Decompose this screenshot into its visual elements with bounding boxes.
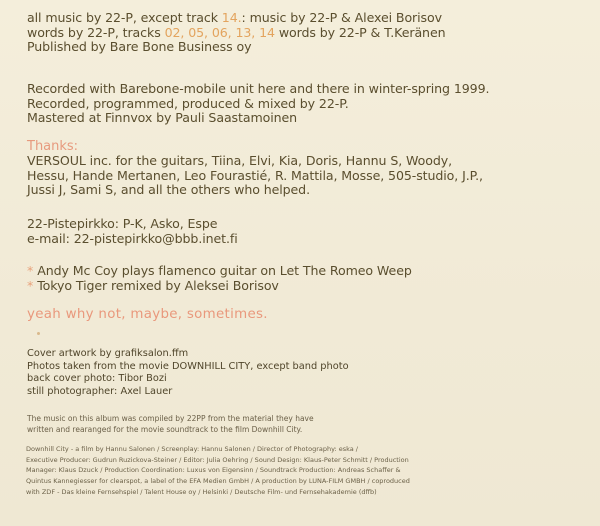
- artwork-credit: Cover artwork by grafiksalon.ffm: [27, 348, 189, 359]
- back-cover-credit: back cover photo: Tibor Bozi: [27, 373, 167, 385]
- music-credit-text: all music by 22-P, except track: [27, 10, 222, 25]
- compiled-line: written and rearanged for the movie soundtrack to the film Downhill City.: [27, 424, 303, 434]
- note-text: Andy Mc Coy plays flamenco guitar on Let The Romeo Weep: [37, 263, 412, 278]
- still-photographer-credit: still photographer: Axel Lauer: [27, 385, 173, 397]
- artwork-block: [27, 348, 349, 398]
- compiled-block: [27, 414, 314, 436]
- track-number-highlight: 14.: [221, 10, 242, 25]
- words-credit-text: words by 22-P, tracks: [27, 24, 165, 40]
- band-email: e-mail: 22-pistepirkko@bbb.inet.fi: [27, 230, 238, 246]
- thanks-line: Jussi J, Sami S, and all the others who helped.: [27, 182, 310, 198]
- thanks-line: Hessu, Hande Mertanen, Leo Fourastié, R. Mattila, Mosse, 505-studio, J.P.,: [27, 167, 483, 183]
- film-credit-line: Executive Producer: Gudrun Ruzickova-Steiner / Editor: Julia Oehring / Sound Design: Klaus-Peter Schmitt / Production: [26, 455, 409, 464]
- note-text: Tokyo Tiger remixed by Aleksei Borisov: [37, 277, 279, 293]
- notes-block: [27, 264, 412, 293]
- note-item: [27, 264, 412, 279]
- band-members: 22-Pistepirkko: P-K, Asko, Espe: [27, 216, 218, 231]
- publisher-line: Published by Bare Bone Business oy: [27, 39, 252, 55]
- asterisk-icon: *: [27, 277, 34, 293]
- decorative-dot: [37, 332, 40, 335]
- compiled-line: The music on this album was compiled by 22PP from the material they have: [27, 414, 314, 423]
- words-credit-text-end: words by 22-P & T.Keränen: [274, 24, 446, 40]
- band-block: [27, 217, 238, 246]
- asterisk-icon: *: [27, 263, 34, 278]
- film-credit-line: Manager: Klaus Dzuck / Production Coordination: Luxus von Eigensinn / Soundtrack Production: Andreas Schaffer &: [26, 466, 401, 475]
- thanks-heading: Thanks:: [27, 139, 79, 154]
- words-credit-line: [27, 26, 445, 41]
- recording-block: [27, 82, 489, 126]
- film-credits-block: [26, 444, 410, 498]
- film-credit-line: Quintus Kannegiesser for clearspot, a label of the EFA Medien GmbH / A production by LUNA-FILM GMBH / coproduced: [26, 477, 410, 486]
- thanks-line: VERSOUL inc. for the guitars, Tiina, Elvi, Kia, Doris, Hannu S, Woody,: [27, 153, 453, 168]
- photo-credit: Photos taken from the movie DOWNHILL CITY, except band photo: [27, 360, 349, 372]
- mastering-line: Mastered at Finnvox by Pauli Saastamoinen: [27, 110, 298, 126]
- recording-line: Recorded with Barebone-mobile unit here and there in winter-spring 1999.: [27, 81, 490, 96]
- film-credit-line: with ZDF - Das kleine Fernsehspiel / Talent House oy / Helsinki / Deutsche Film- und Fernsehakademie (dffb): [26, 487, 377, 496]
- note-item: [27, 279, 412, 294]
- music-credit-line: [27, 11, 445, 26]
- words-tracks-highlight: 02, 05, 06, 13, 14: [164, 24, 275, 40]
- film-credit-line: Downhill City - a film by Hannu Salonen / Screenplay: Hannu Salonen / Director of Photography: eska /: [26, 445, 358, 453]
- credits-block: [27, 11, 445, 55]
- music-credit-text-end: : music by 22-P & Alexei Borisov: [241, 10, 442, 25]
- thanks-block: [27, 139, 483, 198]
- motto: yeah why not, maybe, sometimes.: [27, 307, 268, 322]
- production-line: Recorded, programmed, produced & mixed by 22-P.: [27, 95, 349, 111]
